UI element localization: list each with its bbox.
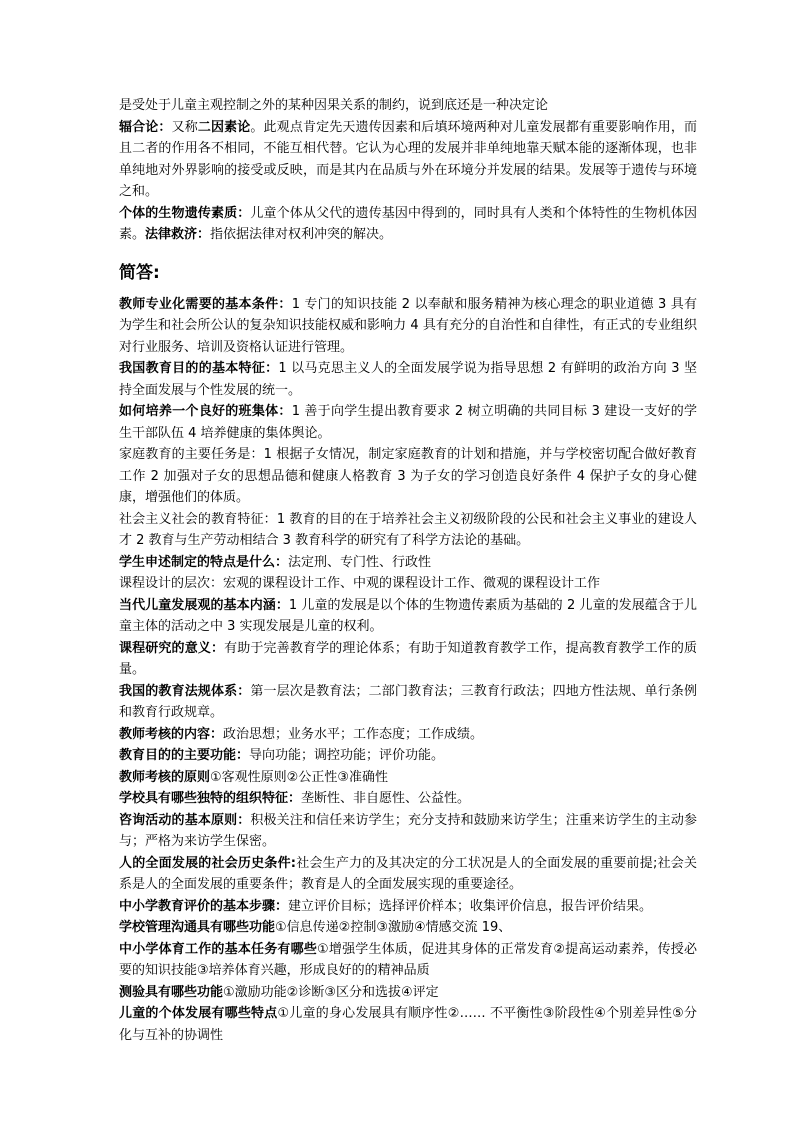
- qa-text: 课程设计的层次：宏观的课程设计工作、中观的课程设计工作、微观的课程设计工作: [119, 576, 601, 591]
- qa-text: 1 以马克思主义人的全面发展学说为指导思想 2 有鲜明的政治方向 3 坚持全面发展与个性发展的统一。: [119, 361, 697, 398]
- paragraph-term: 辐合论：: [119, 119, 172, 135]
- qa-term: 学校管理沟通具有哪些功能: [119, 920, 276, 935]
- qa-term: 学生申述制定的特点是什么：: [119, 554, 289, 570]
- qa-term: 教师专业化需要的基本条件：: [119, 296, 292, 312]
- paragraph-text: 又称: [171, 119, 198, 135]
- qa-item: [119, 917, 697, 939]
- qa-item: [119, 509, 697, 552]
- qa-text: ①增强学生体质，促进其身体的正常发育②提高运动素养，传授必要的知识技能③培养体育兴趣，形成良好的的精神品质: [119, 941, 697, 978]
- paragraph-text: 指依据法律对权利冲突的解决。: [210, 227, 393, 242]
- qa-item: [119, 939, 697, 982]
- qa-text: 有助于完善教育学的理论体系；有助于知道教育教学工作，提高教育教学工作的质量。: [119, 640, 697, 677]
- paragraph-term: 二因素论: [197, 119, 251, 135]
- qa-term: 当代儿童发展观的基本内涵：: [119, 597, 289, 613]
- qa-item: [119, 982, 697, 1004]
- qa-term: 人的全面发展的社会历史条件:: [119, 855, 296, 871]
- paragraph-convergence-theory: [119, 117, 697, 203]
- qa-text: 1 儿童的发展是以个体的生物遗传素质为基础的 2 儿童的发展蕴含于儿童主体的活动之中 3 实现发展是儿童的权利。: [119, 597, 697, 634]
- qa-item: [119, 810, 697, 853]
- qa-item: [119, 595, 697, 638]
- paragraph-text: 。此观点肯定先天遗传因素和后填环境两种对儿童发展都有重要影响作用，而且二者的作用各不相同，不能互相代替。它认为心理的发展并非单纯地靠天赋本能的逐渐体现，也非单纯地对外界影响的接受或反映，而是其内在品质与外在环境分并发展的结果。发展等于遗传与环境之和。: [119, 119, 697, 199]
- qa-item: [119, 358, 697, 401]
- qa-item: [119, 401, 697, 444]
- qa-text: 第一层次是教育法；二部门教育法；三教育行政法；四地方性法规、单行条例和教育行政规章。: [119, 683, 697, 720]
- paragraph-biological-heredity: [119, 203, 697, 246]
- qa-text: 1 善于向学生提出教育要求 2 树立明确的共同目标 3 建设一支好的学生干部队伍 4 培养健康的集体舆论。: [119, 404, 697, 441]
- qa-term: 教育目的的主要功能：: [119, 748, 250, 763]
- qa-item: [119, 767, 697, 789]
- qa-text: 社会生产力的及其决定的分工状况是人的全面发展的重要前提;社会关系是人的全面发展的重要条件；教育是人的全面发展实现的重要途径。: [119, 855, 697, 892]
- qa-term: 测验具有哪些功能: [119, 984, 224, 1000]
- qa-item: [119, 294, 697, 359]
- qa-item: [119, 745, 697, 767]
- paragraph-text: 儿童个体从父代的遗传基因中得到的，同时具有人类和个体特性的生物机体因素。: [119, 205, 697, 242]
- qa-term: 如何培养一个良好的班集体：: [119, 404, 292, 419]
- qa-item: [119, 552, 697, 574]
- qa-term: 儿童的个体发展有哪些特点: [119, 1006, 278, 1021]
- paragraph-term: 法律救济：: [145, 227, 211, 242]
- qa-item: [119, 681, 697, 724]
- section-heading: 简答:: [119, 262, 160, 283]
- qa-term: 教师考核的内容：: [119, 726, 224, 742]
- qa-item: [119, 1003, 697, 1046]
- paragraph-term: 个体的生物遗传素质：: [119, 205, 251, 221]
- qa-text: 家庭教育的主要任务是：1 根据子女情况，制定家庭教育的计划和措施，并与学校密切配合做好教育工作 2 加强对子女的思想品德和健康人格教育 3 为子女的学习创造良好条件 4 保护子女的身心健康，增强他们的体质。: [119, 447, 697, 505]
- paragraph-text: 是受处于儿童主观控制之外的某种因果关系的制约，说到底还是一种决定论: [119, 98, 549, 113]
- qa-term: 咨询活动的基本原则：: [119, 812, 251, 828]
- qa-term: 学校具有哪些独特的组织特征：: [119, 791, 302, 806]
- qa-item: [119, 573, 697, 595]
- qa-item: [119, 896, 697, 918]
- qa-item: [119, 788, 697, 810]
- qa-text: ①信息传递②控制③激励④情感交流 19、: [275, 920, 512, 935]
- qa-item: [119, 638, 697, 681]
- qa-term: 教师考核的原则: [119, 769, 211, 785]
- qa-item: [119, 724, 697, 746]
- qa-item: [119, 853, 697, 896]
- qa-term: 中小学教育评价的基本步骤：: [119, 898, 289, 914]
- qa-text: 社会主义社会的教育特征：1 教育的目的在于培养社会主义初级阶段的公民和社会主义事业的建设人才 2 教育与生产劳动相结合 3 教育科学的研究有了科学方法论的基础。: [119, 511, 697, 548]
- qa-item: [119, 444, 697, 509]
- paragraph: [119, 95, 697, 117]
- qa-text: 1 专门的知识技能 2 以奉献和服务精神为核心理念的职业道德 3 具有为学生和社会所公认的复杂知识技能权威和影响力 4 具有充分的自治性和自律性，有正式的专业组织对行业服务、培训及资格认证进行管理。: [119, 296, 697, 355]
- qa-text: 建立评价目标；选择评价样本；收集评价信息，报告评价结果。: [288, 898, 653, 914]
- qa-term: 课程研究的意义：: [119, 640, 225, 656]
- qa-text: ①儿童的身心发展具有顺序性②…… 不平衡性③阶段性④个别差异性⑤分化与互补的协调性: [119, 1006, 697, 1043]
- qa-text: 政治思想；业务水平；工作态度；工作成绩。: [223, 726, 484, 742]
- qa-text: 积极关注和信任来访学生；充分支持和鼓励来访学生；注重来访学生的主动参与；严格为来访学生保密。: [119, 812, 697, 849]
- qa-text: 法定刑、专门性、行政性: [288, 554, 432, 570]
- qa-term: 我国的教育法规体系：: [119, 683, 251, 699]
- qa-text: 导向功能；调控功能；评价功能。: [249, 748, 445, 763]
- qa-term: 中小学体育工作的基本任务有哪些: [119, 941, 318, 957]
- qa-text: 垄断性、非自愿性、公益性。: [301, 791, 471, 806]
- qa-text: ①激励功能②诊断③区分和选拔④评定: [223, 984, 439, 1000]
- qa-term: 我国教育目的的基本特征：: [119, 361, 279, 376]
- document-body: [119, 95, 697, 1046]
- qa-text: ①客观性原则②公正性③准确性: [210, 769, 388, 785]
